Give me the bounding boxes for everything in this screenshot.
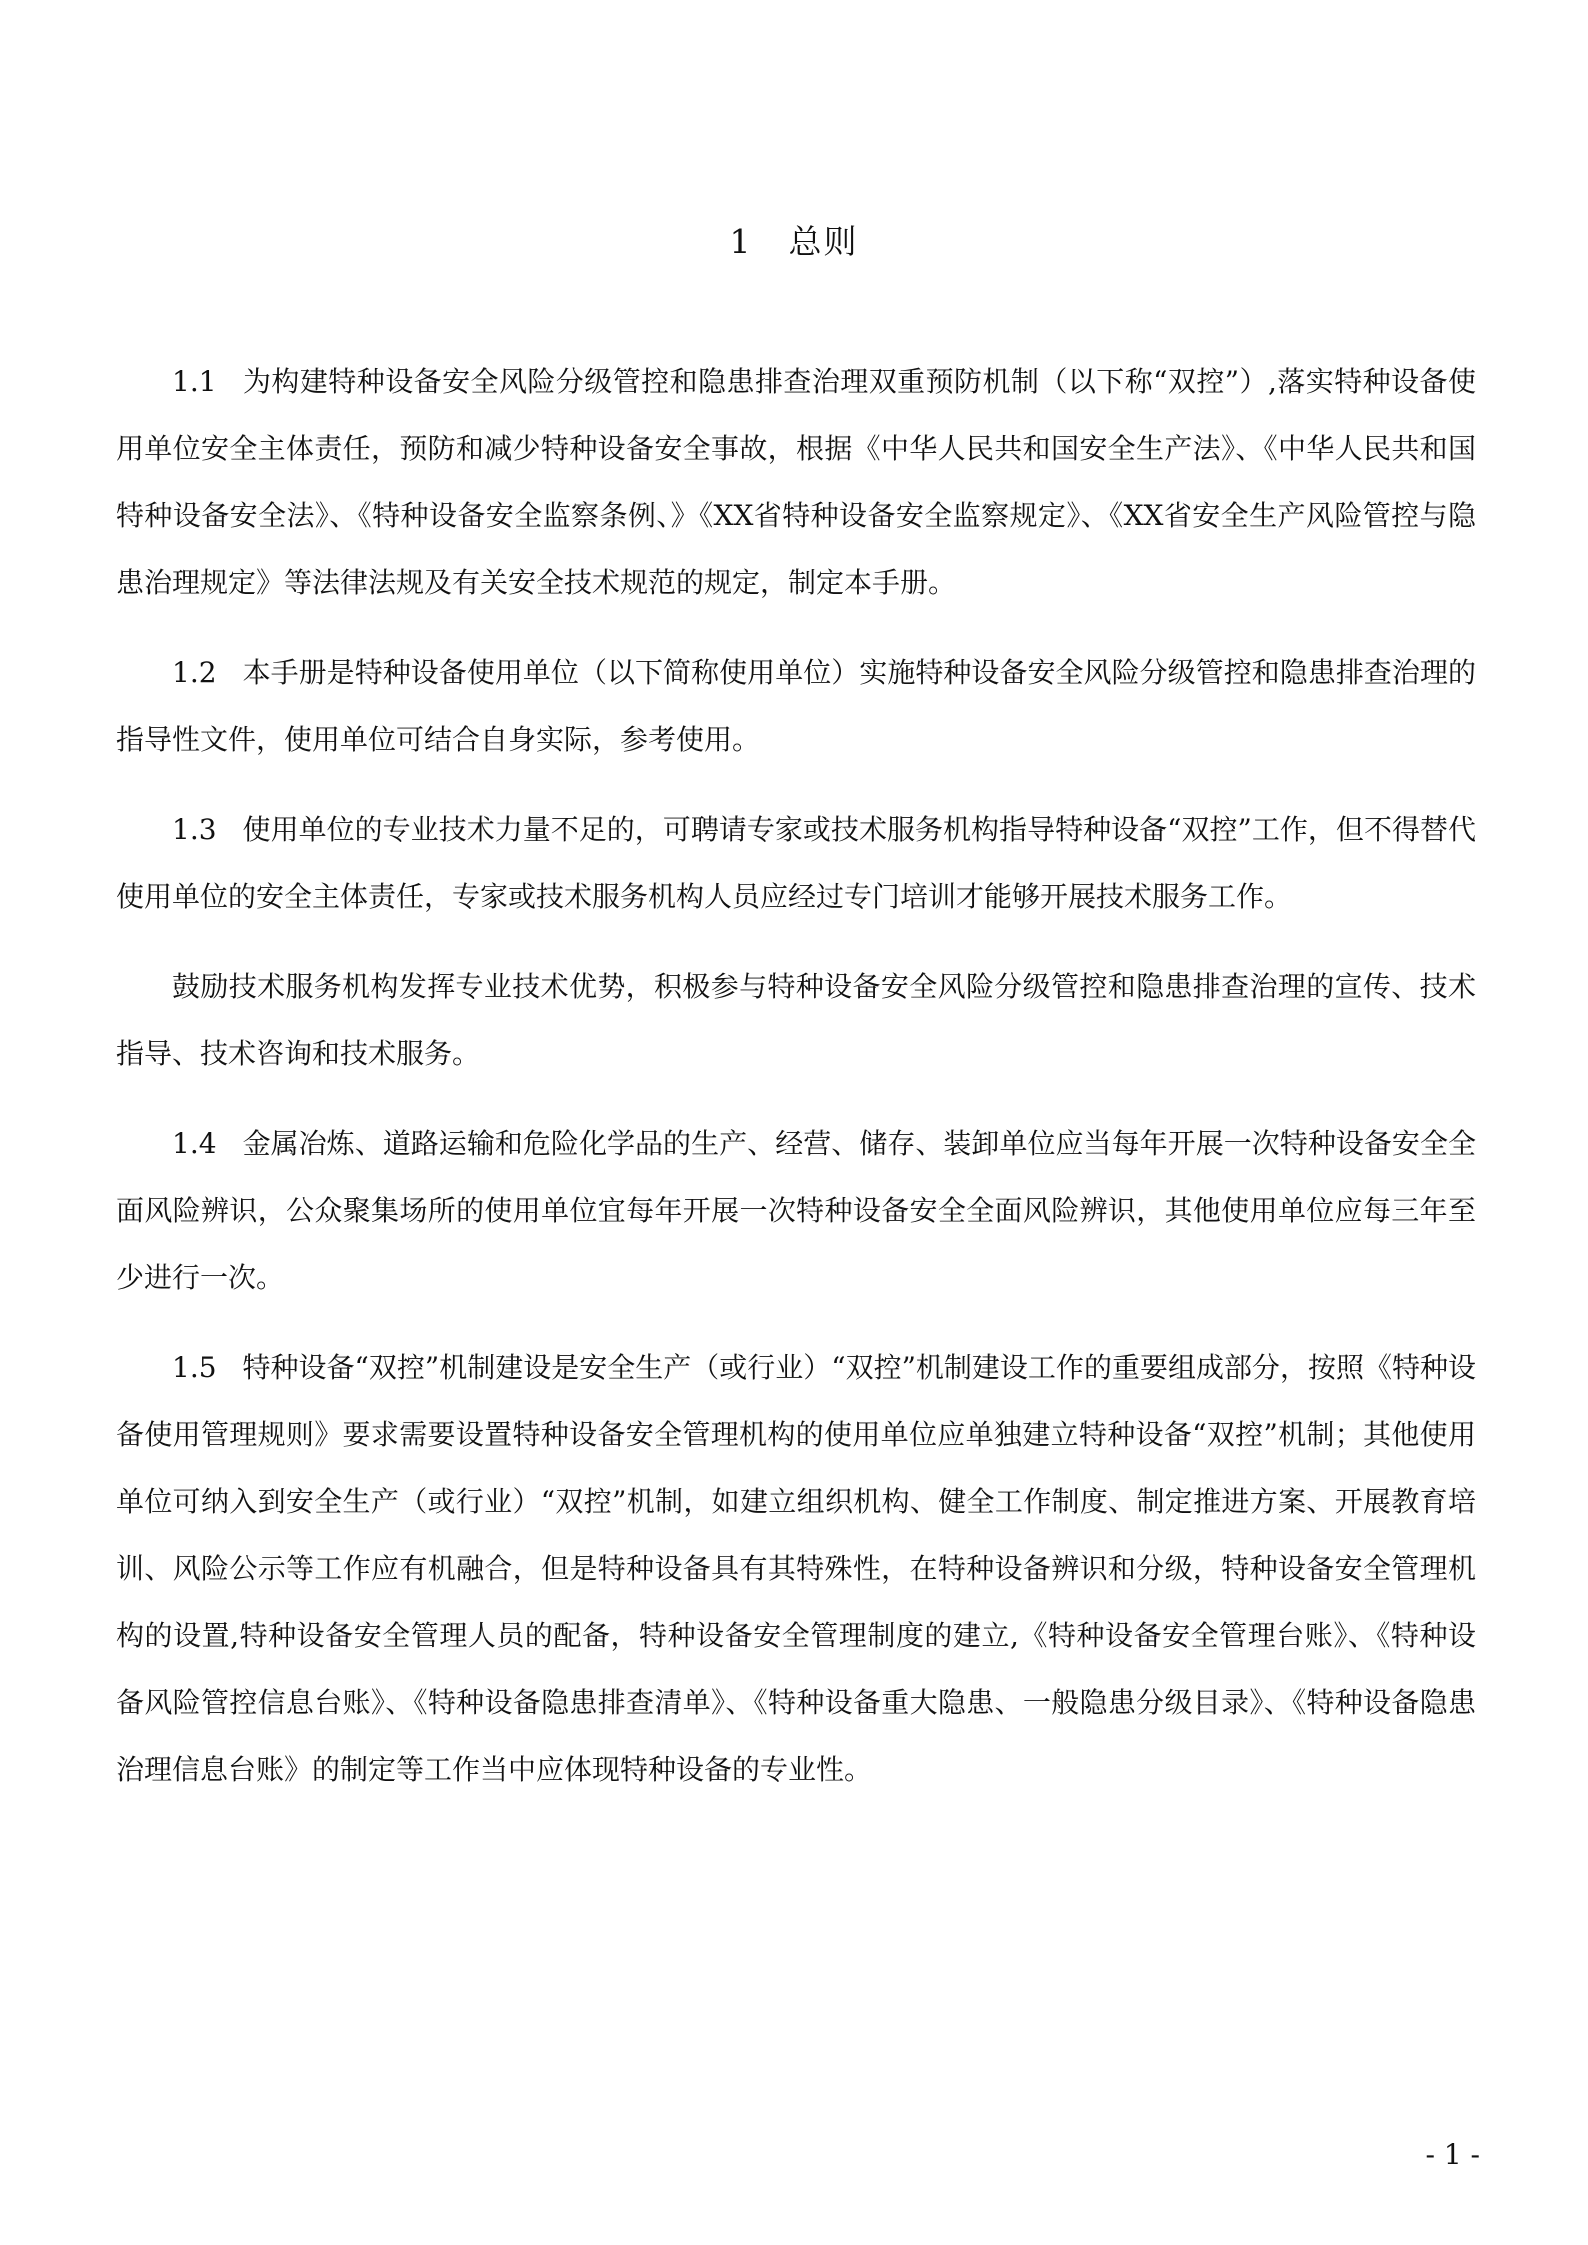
- paragraph-number: 1.5: [172, 1351, 217, 1384]
- paragraph-1-3: [116, 796, 1476, 930]
- paragraph-text: 本手册是特种设备使用单位（以下简称使用单位）实施特种设备安全风险分级管控和隐患排查治理的指导性文件，使用单位可结合自身实际，参考使用。: [116, 656, 1476, 756]
- section-title: [0, 218, 1588, 266]
- paragraph-encouragement: [116, 953, 1476, 1087]
- section-number: 1: [729, 222, 753, 261]
- paragraph-number: 1.2: [172, 656, 217, 689]
- paragraph-number: 1.1: [172, 365, 217, 398]
- section-title-text: 总则: [788, 222, 859, 261]
- paragraph-1-5: [116, 1334, 1476, 1803]
- paragraph-text: 鼓励技术服务机构发挥专业技术优势，积极参与特种设备安全风险分级管控和隐患排查治理的宣传、技术指导、技术咨询和技术服务。: [116, 970, 1476, 1070]
- paragraph-text: 特种设备“双控”机制建设是安全生产（或行业）“双控”机制建设工作的重要组成部分，按照《特种设备使用管理规则》要求需要设置特种设备安全管理机构的使用单位应单独建立特种设备“双控”机制；其他使用单位可纳入到安全生产（或行业）“双控”机制，如建立组织机构、健全工作制度、制定推进方案、开展教育培训、风险公示等工作应有机融合，但是特种设备具有其特殊性，在特种设备辨识和分级，特种设备安全管理机构的设置,特种设备安全管理人员的配备，特种设备安全管理制度的建立,《特种设备安全管理台账》、《特种设备风险管控信息台账》、《特种设备隐患排查清单》、《特种设备重大隐患、一般隐患分级目录》、《特种设备隐患治理信息台账》的制定等工作当中应体现特种设备的专业性。: [116, 1351, 1476, 1786]
- paragraph-text: 金属冶炼、道路运输和危险化学品的生产、经营、储存、装卸单位应当每年开展一次特种设备安全全面风险辨识，公众聚集场所的使用单位宜每年开展一次特种设备安全全面风险辨识，其他使用单位应每三年至少进行一次。: [116, 1127, 1476, 1294]
- paragraph-1-4: [116, 1110, 1476, 1311]
- document-body: [116, 348, 1476, 1826]
- paragraph-1-1: [116, 348, 1476, 616]
- paragraph-text: 使用单位的专业技术力量不足的，可聘请专家或技术服务机构指导特种设备“双控”工作，但不得替代使用单位的安全主体责任，专家或技术服务机构人员应经过专门培训才能够开展技术服务工作。: [116, 813, 1476, 913]
- paragraph-1-2: [116, 639, 1476, 773]
- paragraph-text: 为构建特种设备安全风险分级管控和隐患排查治理双重预防机制（以下称“双控”）,落实特种设备使用单位安全主体责任，预防和减少特种设备安全事故，根据《中华人民共和国安全生产法》、《中华人民共和国特种设备安全法》、《特种设备安全监察条例、》《XX省特种设备安全监察规定》、《XX省安全生产风险管控与隐患治理规定》等法律法规及有关安全技术规范的规定，制定本手册。: [116, 365, 1476, 599]
- page-number: - 1 -: [1425, 2138, 1480, 2171]
- paragraph-number: 1.3: [172, 813, 217, 846]
- paragraph-number: 1.4: [172, 1127, 217, 1160]
